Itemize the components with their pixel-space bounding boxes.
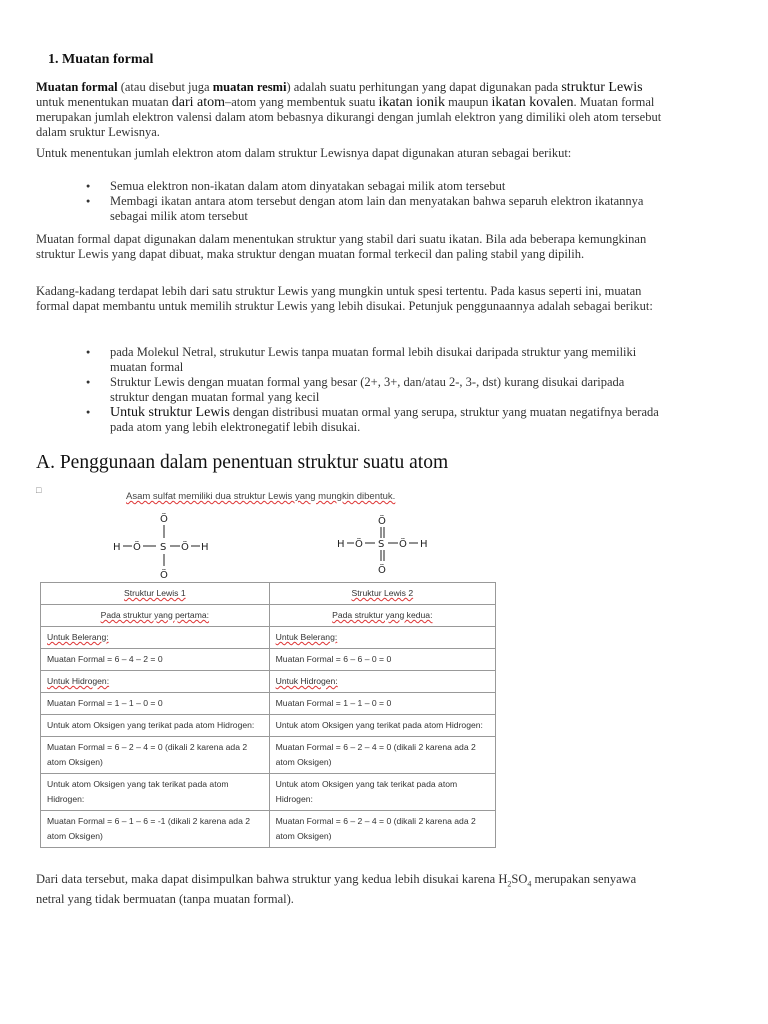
table-cell: Pada struktur yang kedua: [269,605,495,627]
atom-h-left: H [337,539,345,550]
list-item [86,405,666,435]
table-header-row [41,583,496,605]
column-header: Struktur Lewis 2 [269,583,495,605]
column-header: Struktur Lewis 1 [41,583,270,605]
atom-o-left: Ö [133,542,141,553]
lewis-structure-2 [332,512,452,584]
atom-h-right: H [420,539,428,550]
image-placeholder-icon: □ [36,485,42,495]
intro-text-3: untuk menentukan muatan [36,95,172,109]
table-cell: Pada struktur yang pertama: [41,605,270,627]
atom-o-top: Ö [160,514,168,525]
conclusion-text-2: merupakan senyawa netral yang tidak bermuatan (tanpa muatan formal). [36,872,637,906]
list-item: ● pada Molekul Netral, strukutur Lewis tanpa muatan formal lebih disukai daripada struktur yang memiliki muatan formal [86,345,666,375]
section-heading-penggunaan: A. Penggunaan dalam penentuan struktur suatu atom [36,452,449,473]
table-cell: Untuk Belerang: [41,627,270,649]
link-dari-atom[interactable]: dari atom [171,95,225,110]
table-cell: Untuk atom Oksigen yang tak terikat pada atom Hidrogen: [269,774,495,811]
intro-text-2: ) adalah suatu perhitungan yang dapat digunakan pada [286,80,562,94]
guidelines-list [86,345,666,435]
conclusion-formula: SO [511,872,528,886]
table-row [41,774,496,811]
guideline-lead: Untuk struktur Lewis [110,405,230,420]
table-row [41,671,496,693]
atom-h-left: H [113,542,121,553]
table-cell: Muatan Formal = 6 – 6 – 0 = 0 [269,649,495,671]
intro-text-5: maupun [444,95,492,109]
table-row [41,649,496,671]
table-cell: Untuk Hidrogen: [269,671,495,693]
figure-caption [126,491,395,502]
atom-o-top: Ö [378,516,386,527]
table-row [41,693,496,715]
atom-o-left: Ö [355,539,363,550]
table-cell: Untuk atom Oksigen yang tak terikat pada atom Hidrogen: [41,774,270,811]
table-row [41,605,496,627]
subscript: 4 [527,879,532,889]
table-cell: Muatan Formal = 1 – 1 – 0 = 0 [269,693,495,715]
atom-o-right: Ö [399,539,407,550]
list-item: ● Membagi ikatan antara atom tersebut dengan atom lain dan menyatakan bahwa separuh elektron ikatannya sebagai milik atom tersebut [86,194,646,224]
list-item: ● Struktur Lewis dengan muatan formal yang besar (2+, 3+, dan/atau 2-, 3-, dst) kurang disukai daripada struktur dengan muatan formal yang kecil [86,375,666,405]
conclusion-text-1: Dari data tersebut, maka dapat disimpulkan bahwa struktur yang kedua lebih disukai karena H [36,872,508,886]
table-cell: Muatan Formal = 6 – 1 – 6 = -1 (dikali 2 karena ada 2 atom Oksigen) [41,811,270,848]
list-item: ● Semua elektron non-ikatan dalam atom dinyatakan sebagai milik atom tersebut [86,179,646,194]
paragraph-guidelines-intro: Kadang-kadang terdapat lebih dari satu struktur Lewis yang mungkin untuk spesi tertentu. Pada kasus seperti ini, muatan formal dapat membantu untuk memilih struktur Lewis yang lebih disukai. Petunjuk penggunaannya adalah sebagai berikut: [36,284,653,313]
figure-caption-text: Asam sulfat memiliki dua struktur Lewis yang mungkin dibentuk. [126,491,396,502]
link-struktur-lewis[interactable]: struktur Lewis [561,80,643,95]
table-cell: Untuk atom Oksigen yang terikat pada atom Hidrogen: [269,715,495,737]
atom-o-bottom: Ö [378,565,386,576]
table-cell: Muatan Formal = 6 – 2 – 4 = 0 (dikali 2 karena ada 2 atom Oksigen) [269,737,495,774]
atom-s: S [378,539,385,550]
table-cell: Untuk atom Oksigen yang terikat pada atom Hidrogen: [41,715,270,737]
link-ikatan-kovalen[interactable]: ikatan kovalen [491,95,574,110]
rules-list [86,179,646,224]
lewis-structure-1 [108,512,228,584]
intro-text-1: (atau disebut juga [117,80,213,94]
guideline-rest: dengan distribusi muatan ormal yang serupa, struktur yang muatan negatifnya berada pada atom yang lebih elektronegatif lebih disukai. [110,405,659,434]
term-muatan-resmi: muatan resmi [212,80,287,94]
subscript: 2 [507,879,512,889]
atom-o-right: Ö [181,542,189,553]
atom-o-bottom: Ö [160,570,168,581]
formal-charge-table [40,582,496,848]
table-row [41,715,496,737]
table-cell: Untuk Hidrogen: [41,671,270,693]
link-ikatan-ionik[interactable]: ikatan ionik [378,95,445,110]
table-row [41,627,496,649]
table-cell: Muatan Formal = 6 – 2 – 4 = 0 (dikali 2 karena ada 2 atom Oksigen) [269,811,495,848]
table-cell: Untuk Belerang: [269,627,495,649]
paragraph-stability: Muatan formal dapat digunakan dalam menentukan struktur yang stabil dari suatu ikatan. Bila ada beberapa kemungkinan struktur Lewis yang dapat dibuat, maka struktur dengan muatan formal terkecil dan paling stabil yang dipilih. [36,232,647,261]
intro-text-4: –atom yang membentuk suatu [225,95,379,109]
intro-paragraph [36,80,666,140]
term-muatan-formal: Muatan formal [36,80,118,94]
table-cell: Muatan Formal = 6 – 2 – 4 = 0 (dikali 2 karena ada 2 atom Oksigen) [41,737,270,774]
intro-text-6: . Muatan formal merupakan jumlah elektron valensi dalam atom bebasnya dikurangi dengan jumlah elektron yang dimiliki oleh atom tersebut dalam sruktur Lewisnya. [36,95,662,139]
table-cell: Muatan Formal = 1 – 1 – 0 = 0 [41,693,270,715]
atom-h-right: H [201,542,209,553]
atom-s: S [160,542,167,553]
paragraph-rules-intro: Untuk menentukan jumlah elektron atom dalam struktur Lewisnya dapat digunakan aturan sebagai berikut: [36,146,572,160]
table-row [41,737,496,774]
section-heading-muatan-formal: 1. Muatan formal [48,52,154,67]
table-row [41,811,496,848]
conclusion-paragraph [36,872,656,907]
table-cell: Muatan Formal = 6 – 4 – 2 = 0 [41,649,270,671]
